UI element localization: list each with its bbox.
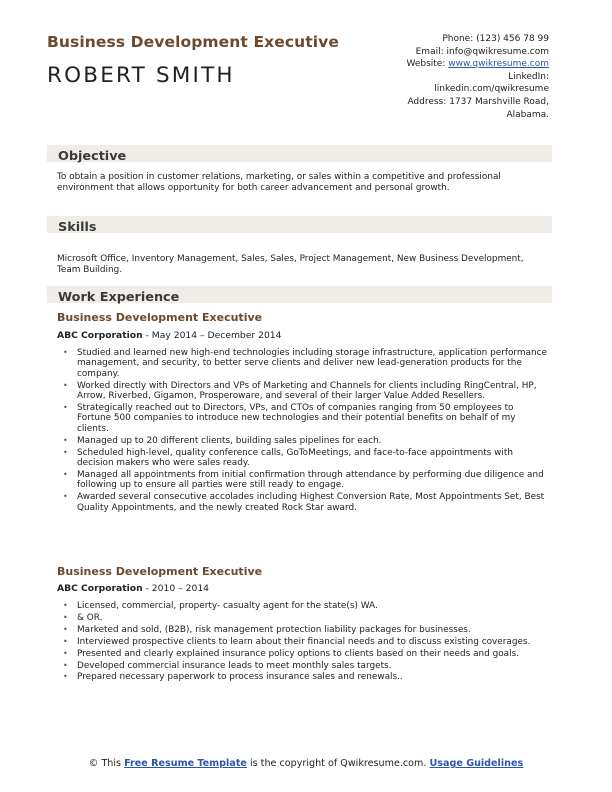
list-item: • Scheduled high-level, quality conference calls, GoToMeetings, and face-to-face appointments with decision makers who were sales ready. (63, 447, 513, 469)
phone-value: (123) 456 78 99 (476, 34, 549, 44)
objective-heading: Objective (58, 149, 127, 164)
job-1-title: Business Development Executive (57, 311, 263, 324)
list-item: • Licensed, commercial, property- casualty agent for the state(s) WA. (63, 601, 378, 611)
contact-block (309, 33, 549, 121)
bullet-icon: • (63, 469, 68, 479)
job-1-company: ABC Corporation (57, 330, 143, 341)
list-item: • Prepared necessary paperwork to process insurance sales and renewals.. (63, 672, 403, 683)
address-label: Address: (407, 96, 447, 107)
job-2-title: Business Development Executive (57, 565, 263, 578)
website-label: Website: (406, 59, 446, 70)
list-item: • Developed commercial insurance leads to meet monthly sales targets. (63, 660, 392, 671)
phone-label: Phone: (442, 34, 474, 44)
experience-heading: Work Experience (58, 290, 180, 305)
bullet-icon: • (63, 380, 68, 390)
objective-section-header (47, 145, 552, 162)
bullet-icon: • (63, 672, 68, 682)
free-resume-template-link[interactable]: Free Resume Template (124, 758, 247, 769)
job-1-bullets (60, 348, 547, 515)
bullet-icon: • (63, 660, 68, 670)
job-1-company-line (57, 330, 282, 341)
job-2-dates: - 2010 – 2014 (142, 583, 210, 594)
skills-section-header (47, 216, 552, 233)
bullet-icon: • (63, 624, 68, 634)
bullet-icon: • (63, 435, 68, 445)
list-item: • Studied and learned new high-end technologies including storage infrastructure, application performance management, and security, to better serve clients and deliver new lead-generation products for the company. (63, 348, 547, 379)
contact-address (309, 96, 549, 109)
address-line1: 1737 Marshville Road, (449, 96, 549, 107)
usage-guidelines-link[interactable]: Usage Guidelines (429, 758, 524, 769)
job-1-dates: - May 2014 – December 2014 (142, 330, 282, 341)
footer-prefix: This (98, 758, 125, 769)
bullet-icon: • (63, 403, 68, 413)
list-item: • & OR. (63, 612, 103, 623)
experience-section-header (47, 286, 552, 303)
list-item: • Managed all appointments from initial confirmation through attendance by performing due diligence and following up to ensure all parties were still ready to engage. (63, 469, 544, 491)
bullet-icon: • (63, 612, 68, 622)
list-item: • Presented and clearly explained insurance policy options to clients based on their needs and goals. (63, 648, 520, 659)
candidate-name: ROBERT SMITH (47, 63, 235, 88)
copyright-footer (47, 757, 565, 770)
list-item: • Worked directly with Directors and VPs of Marketing and Channels for clients including RingCentral, HP, Arrow, Riverbed, Gigamon, Prosperoware, and several of their larger Value Added Resellers. (63, 380, 537, 402)
list-item: • Marketed and sold, (B2B), risk management protection liability packages for businesses. (63, 624, 471, 635)
bullet-icon: • (63, 348, 68, 357)
job-2-company: ABC Corporation (57, 583, 143, 594)
bullet-icon: • (63, 492, 68, 502)
contact-linkedin-label: LinkedIn: (508, 71, 549, 82)
job-2-bullets (60, 601, 547, 684)
list-item: • Awarded several consecutive accolades including Highest Conversion Rate, Most Appointments Set, Best Quality Appointments, and the newly created Rock Star award. (63, 492, 545, 513)
bullet-icon: • (63, 601, 68, 610)
contact-linkedin-value: linkedin.com/qwikresume (434, 84, 549, 95)
job-2-company-line (57, 583, 209, 594)
contact-phone (309, 33, 549, 46)
contact-website (309, 58, 549, 71)
list-item: • Strategically reached out to Directors, VPs, and CTOs of companies ranging from 50 employees to Fortune 500 companies to introduce new technologies and their potential benefits on behalf of my clients. (63, 403, 516, 434)
skills-heading: Skills (58, 220, 97, 235)
email-value: info@qwikresume.com (446, 46, 549, 57)
resume-job-title: Business Development Executive (47, 33, 339, 51)
skills-text: Microsoft Office, Inventory Management, Sales, Sales, Project Management, New Business Development, Team Building. (57, 254, 524, 275)
bullet-icon: • (63, 636, 68, 646)
address-line2: Alabama. (506, 109, 549, 120)
list-item: • Interviewed prospective clients to learn about their financial needs and to discuss existing coverages. (63, 636, 531, 647)
contact-email (309, 46, 549, 59)
objective-text: To obtain a position in customer relations, marketing, or sales within a competitive and professional environment that allows opportunity for both career advancement and personal growth. (57, 172, 501, 193)
email-label: Email: (415, 46, 444, 57)
list-item: • Managed up to 20 different clients, building sales pipelines for each. (63, 435, 382, 446)
bullet-icon: • (63, 447, 68, 457)
copyright-icon: © (88, 758, 99, 769)
website-link[interactable]: www.qwikresume.com (448, 59, 549, 70)
footer-middle: is the copyright of Qwikresume.com. (246, 758, 430, 769)
bullet-icon: • (63, 648, 68, 658)
